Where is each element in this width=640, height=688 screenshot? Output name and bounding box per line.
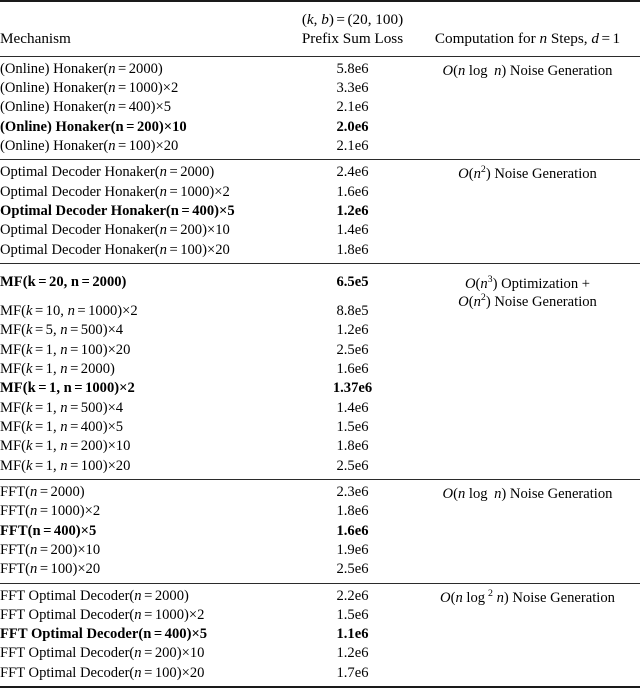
cell-mechanism: MF(k = 1, n = 100)×20 [0, 341, 131, 358]
cell-mechanism: (Online) Honaker(n = 400)×5 [0, 99, 172, 116]
cell-computation: O(n log $^2$ n) Noise Generation [440, 587, 615, 606]
cell-mechanism: FFT Optimal Decoder(n = 400)×5 [0, 626, 208, 643]
cell-mechanism: MF(k = 1, n = 200)×10 [0, 438, 131, 455]
header-computation: Computation for n Steps, d = 1 [434, 29, 621, 47]
cell-prefix-sum-loss: 2.1e6 [336, 99, 369, 116]
cell-computation: $O(n^3)$ Optimization + $O(n^2)$ Noise Generation [458, 273, 597, 311]
cell-computation: $O(n^2)$ Noise Generation [458, 164, 597, 183]
cell-prefix-sum-loss: 1.2e6 [336, 202, 369, 219]
header-mechanism: Mechanism [0, 29, 71, 47]
cell-mechanism: (Online) Honaker(n = 100)×20 [0, 137, 179, 154]
cell-mechanism: Optimal Decoder Honaker(n = 1000)×2 [0, 183, 230, 200]
table-row [0, 584, 640, 606]
table-row [0, 480, 640, 502]
cell-prefix-sum-loss: 1.4e6 [336, 399, 369, 416]
cell-prefix-sum-loss: 2.5e6 [336, 457, 369, 474]
cell-mechanism: FFT Optimal Decoder(n = 200)×10 [0, 645, 205, 662]
cell-mechanism: MF(k = 1, n = 2000) [0, 361, 115, 378]
cell-mechanism: FFT(n = 400)×5 [0, 522, 97, 539]
cell-mechanism: FFT Optimal Decoder(n = 1000)×2 [0, 606, 205, 623]
cell-prefix-sum-loss: 1.9e6 [336, 541, 369, 558]
cell-prefix-sum-loss: 2.5e6 [336, 341, 369, 358]
cell-prefix-sum-loss: 5.8e6 [336, 60, 369, 77]
cell-mechanism: FFT Optimal Decoder(n = 2000) [0, 587, 189, 604]
cell-computation: O(n log n) Noise Generation [442, 62, 613, 79]
cell-mechanism: MF(k = 1, n = 400)×5 [0, 419, 124, 435]
cell-prefix-sum-loss: 1.8e6 [336, 503, 369, 520]
cell-mechanism: MF(k = 1, n = 500)×4 [0, 399, 124, 416]
cell-prefix-sum-loss: 2.2e6 [336, 587, 369, 604]
cell-prefix-sum-loss: 1.6e6 [336, 361, 369, 378]
cell-prefix-sum-loss: 1.1e6 [336, 626, 369, 643]
cell-mechanism: MF(k = 20, n = 2000) [0, 273, 127, 290]
cell-prefix-sum-loss: 1.8e6 [336, 438, 369, 455]
cell-mechanism: (Online) Honaker(n = 1000)×2 [0, 80, 179, 96]
cell-mechanism: (Online) Honaker(n = 200)×10 [0, 118, 187, 135]
cell-prefix-sum-loss: 2.4e6 [336, 164, 369, 181]
cell-prefix-sum-loss: 1.5e6 [336, 606, 369, 623]
cell-prefix-sum-loss: 2.5e6 [336, 561, 369, 578]
cell-prefix-sum-loss: 3.3e6 [336, 80, 369, 96]
cell-prefix-sum-loss: 1.37e6 [332, 380, 373, 397]
cell-prefix-sum-loss: 1.6e6 [336, 522, 369, 539]
cell-mechanism: Optimal Decoder Honaker(n = 200)×10 [0, 222, 230, 239]
cell-computation: O(n log n) Noise Generation [442, 485, 613, 502]
table-row [0, 264, 640, 302]
cell-mechanism: MF(k = 1, n = 100)×20 [0, 457, 131, 474]
cell-prefix-sum-loss: 1.2e6 [336, 645, 369, 662]
cell-mechanism: FFT(n = 2000) [0, 483, 85, 500]
table-row [0, 160, 640, 182]
cell-mechanism: MF(k = 1, n = 1000)×2 [0, 380, 135, 397]
cell-prefix-sum-loss: 6.5e5 [336, 273, 369, 290]
table-row [0, 57, 640, 79]
header-prefix-sum-loss: (k, b) = (20, 100) Prefix Sum Loss [301, 11, 404, 47]
cell-mechanism: FFT(n = 200)×10 [0, 541, 101, 558]
cell-mechanism: MF(k = 10, n = 1000)×2 [0, 303, 138, 320]
cell-mechanism: FFT Optimal Decoder(n = 100)×20 [0, 664, 205, 681]
cell-mechanism: MF(k = 5, n = 500)×4 [0, 322, 124, 339]
cell-prefix-sum-loss: 1.2e6 [336, 322, 369, 339]
cell-prefix-sum-loss: 1.5e6 [336, 419, 369, 435]
cell-mechanism: FFT(n = 100)×20 [0, 561, 101, 578]
table-header-row [0, 2, 640, 56]
cell-mechanism: Optimal Decoder Honaker(n = 100)×20 [0, 241, 230, 258]
cell-prefix-sum-loss: 2.3e6 [336, 483, 369, 500]
cell-prefix-sum-loss: 1.4e6 [336, 222, 369, 239]
cell-prefix-sum-loss: 1.7e6 [336, 664, 369, 681]
cell-prefix-sum-loss: 1.8e6 [336, 241, 369, 258]
cell-prefix-sum-loss: 1.6e6 [336, 183, 369, 200]
cell-prefix-sum-loss: 8.8e5 [336, 303, 369, 320]
cell-mechanism: FFT(n = 1000)×2 [0, 503, 101, 520]
cell-prefix-sum-loss: 2.1e6 [336, 137, 369, 154]
cell-mechanism: Optimal Decoder Honaker(n = 2000) [0, 164, 215, 181]
cell-prefix-sum-loss: 2.0e6 [336, 118, 369, 135]
cell-mechanism: Optimal Decoder Honaker(n = 400)×5 [0, 202, 235, 219]
cell-mechanism: (Online) Honaker(n = 2000) [0, 60, 163, 77]
